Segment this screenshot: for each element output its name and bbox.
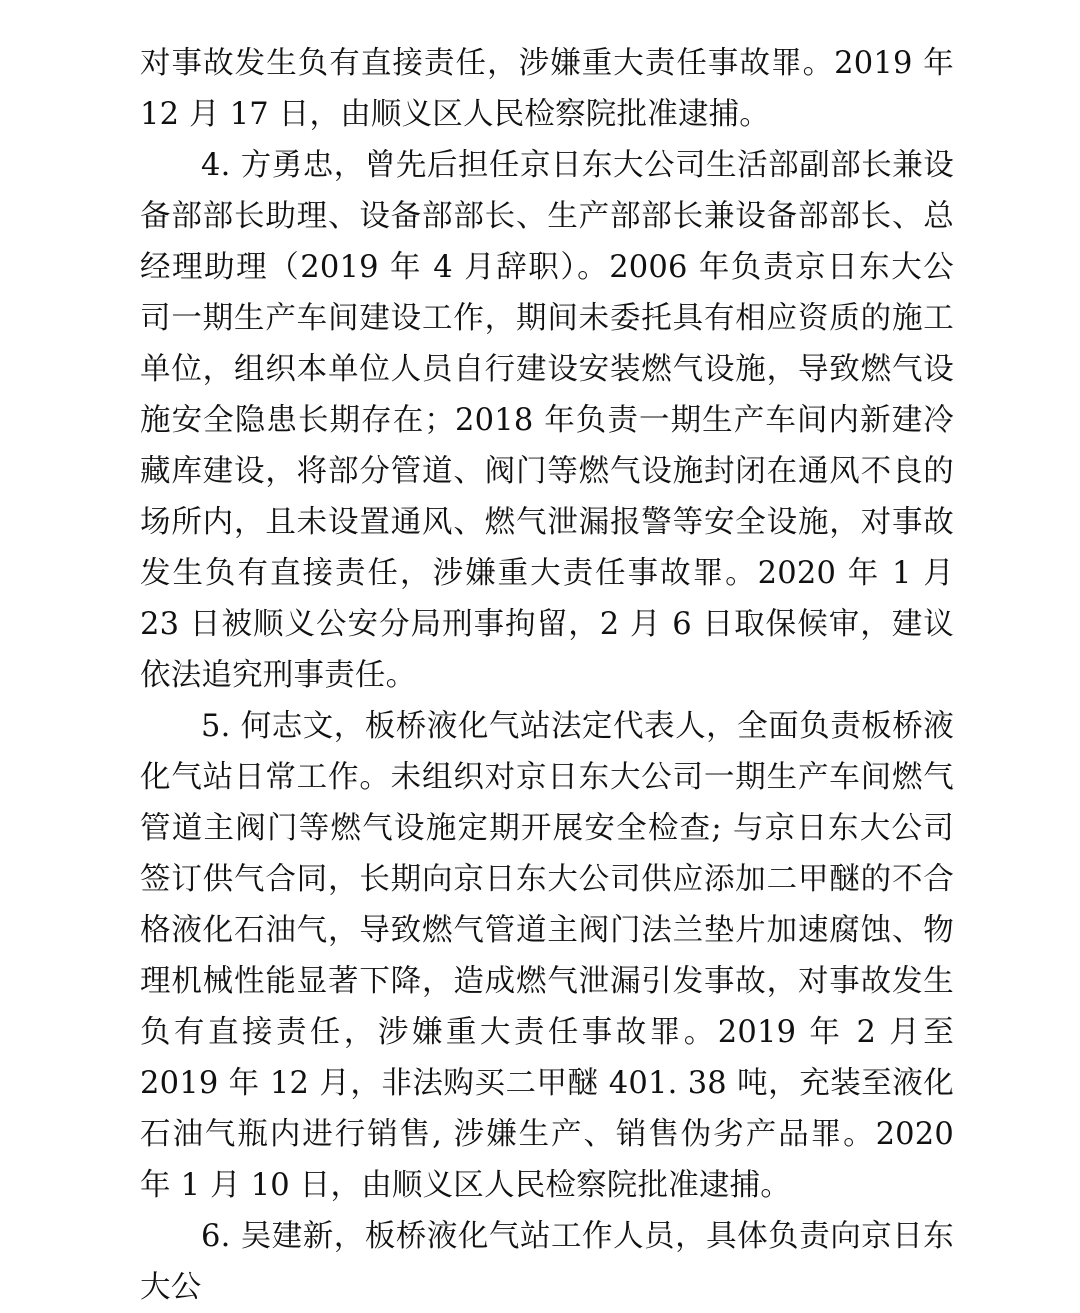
document-body	[140, 38, 954, 1313]
paragraph-item-6: 6. 吴建新，板桥液化气站工作人员，具体负责向京日东大公	[140, 1219, 954, 1305]
paragraph-item-4: 4. 方勇忠，曾先后担任京日东大公司生活部副部长兼设备部部长助理、设备部部长、生产部部长兼设备部部长、总经理助理（2019 年 4 月辞职）。2006 年负责京日东大公司一期生产车间建设工作，期间未委托具有相应资质的施工单位，组织本单位人员自行建设安装燃气设施，导致燃气设施安全隐患长期存在；2018 年负责一期生产车间内新建冷藏库建设，将部分管道、阀门等燃气设施封闭在通风不良的场所内，且未设置通风、燃气泄漏报警等安全设施，对事故发生负有直接责任，涉嫌重大责任事故罪。2020 年 1 月 23 日被顺义公安分局刑事拘留，2 月 6 日取保候审，建议依法追究刑事责任。	[140, 148, 954, 693]
paragraph-continuation: 对事故发生负有直接责任，涉嫌重大责任事故罪。2019 年 12 月 17 日，由顺义区人民检察院批准逮捕。	[140, 46, 954, 132]
paragraph-item-5: 5. 何志文，板桥液化气站法定代表人，全面负责板桥液化气站日常工作。未组织对京日东大公司一期生产车间燃气管道主阀门等燃气设施定期开展安全检查; 与京日东大公司签订供气合同，长期向京日东大公司供应添加二甲醚的不合格液化石油气，导致燃气管道主阀门法兰垫片加速腐蚀、物理机械性能显著下降，造成燃气泄漏引发事故，对事故发生负有直接责任，涉嫌重大责任事故罪。2019 年 2 月至 2019 年 12 月，非法购买二甲醚 401. 38 吨，充装至液化石油气瓶内进行销售, 涉嫌生产、销售伪劣产品罪。2020 年 1 月 10 日，由顺义区人民检察院批准逮捕。	[140, 709, 954, 1203]
